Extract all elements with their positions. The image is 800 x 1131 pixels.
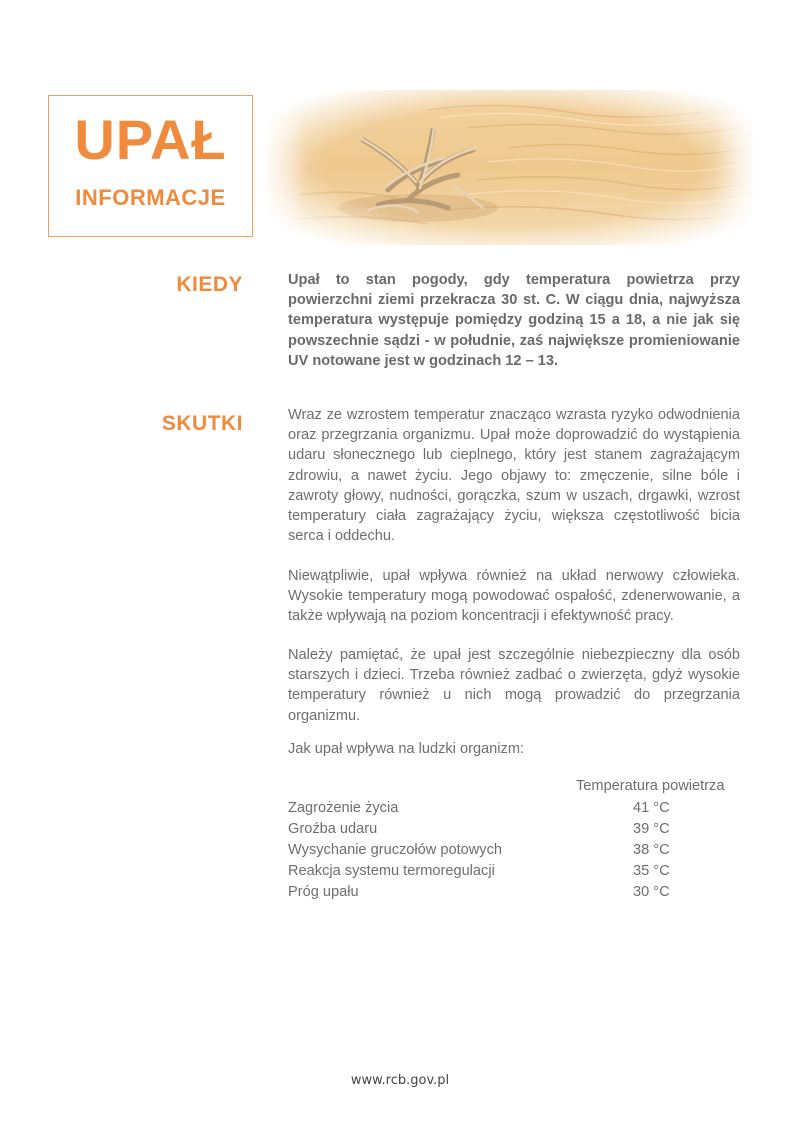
skutki-paragraph: Niewątpliwie, upał wpływa również na układ nerwowy człowieka. Wysokie temperatury mogą powodować ospałość, zdenerwowanie, a także wpływają na poziom koncentracji i efektywność pracy. — [288, 568, 740, 625]
skutki-paragraph: Wraz ze wzrostem temperatur znacząco wzrasta ryzyko odwodnienia oraz przegrzania organizmu. Upał może doprowadzić do wystąpienia udaru słonecznego lub cieplnego, który jest stanem zagrażającym zdrowiu, a nawet życiu. Jego objawy to: zmęczenie, silne bóle i zawroty głowy, nudności, gorączka, szum w uszach, drgawki, wzrost temperatury ciała zagrażający życiu, większa częstotliwość bicia serca i oddechu. — [288, 407, 740, 545]
footer-url: www.rcb.gov.pl — [350, 1073, 450, 1088]
row-temp: 38 °C — [633, 842, 670, 858]
table-header: Temperatura powietrza — [576, 778, 725, 794]
row-temp: 30 °C — [633, 884, 670, 900]
table-row — [288, 842, 740, 862]
page-title: UPAŁ — [74, 108, 227, 171]
table-row — [288, 800, 740, 820]
table-row — [288, 884, 740, 904]
section-label-kiedy: KIEDY — [176, 273, 243, 296]
kiedy-text: Upał to stan pogody, gdy temperatura powietrza przy powierzchni ziemi przekracza 30 st. C. W ciągu dnia, najwyższa temperatura występuje pomiędzy godziną 15 a 18, a nie jak się powszechnie sądzi - w południe, zaś największe promieniowanie UV notowane jest w godzinach 12 – 13. — [288, 272, 740, 369]
desert-photo — [268, 90, 753, 245]
row-temp: 39 °C — [633, 821, 670, 837]
row-temp: 41 °C — [633, 800, 670, 816]
skutki-paragraph: Należy pamiętać, że upał jest szczególnie niebezpieczny dla osób starszych i dzieci. Trzeba również zadbać o zwierzęta, gdyż wysokie temperatury również u nich mogą prowadzić do przegrzania organizmu. — [288, 647, 740, 724]
row-effect: Zagrożenie życia — [288, 800, 399, 816]
row-effect: Wysychanie gruczołów potowych — [288, 842, 503, 858]
row-effect: Próg upału — [288, 884, 359, 900]
table-row — [288, 863, 740, 883]
row-effect: Reakcja systemu termoregulacji — [288, 863, 495, 879]
table-intro: Jak upał wpływa na ludzki organizm: — [288, 741, 525, 757]
title-box — [48, 95, 253, 237]
page-subtitle: INFORMACJE — [75, 185, 226, 210]
section-label-skutki: SKUTKI — [161, 412, 243, 435]
table-row — [288, 821, 740, 841]
row-temp: 35 °C — [633, 863, 670, 879]
row-effect: Groźba udaru — [288, 821, 378, 837]
